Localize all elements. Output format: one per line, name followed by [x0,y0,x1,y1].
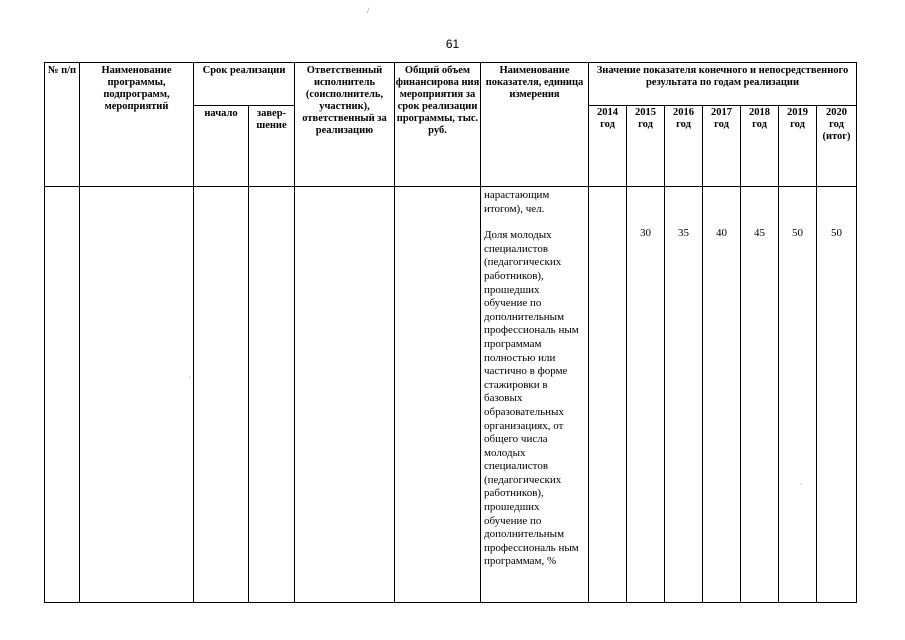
cell-value-2016: 35 [665,187,703,603]
cell-term-start [194,187,249,603]
cell-value-2019: 50 [779,187,817,603]
header-year-2016: 2016 год [665,106,703,187]
cell-value-2020: 50 [817,187,857,603]
header-year-2020: 2020 год (итог) [817,106,857,187]
header-year-2015: 2015 год [627,106,665,187]
header-term-end: завер-шение [249,106,295,187]
header-name: Наименование программы, подпрограмм, мероприятий [80,63,194,187]
header-row-1 [45,63,857,106]
cell-value-2018: 45 [741,187,779,603]
header-year-2019: 2019 год [779,106,817,187]
header-num: № п/п [45,63,80,187]
header-year-2017: 2017 год [703,106,741,187]
cell-value-2014 [589,187,627,603]
cell-value-2015: 30 [627,187,665,603]
cell-indicator [481,187,589,603]
cell-num [45,187,80,603]
header-term-start: начало [194,106,249,187]
table-row [45,187,857,603]
cell-name [80,187,194,603]
header-executor: Ответственный исполнитель (соисполнитель, участник), ответственный за реализацию [295,63,395,187]
header-financing: Общий объем финансирова ния мероприятия за срок реализации программы, тыс. руб. [395,63,481,187]
header-year-2014: 2014 год [589,106,627,187]
header-values-group: Значение показателя конечного и непосредственного результата по годам реализации [589,63,857,106]
scan-speck: · [800,480,803,489]
cell-financing [395,187,481,603]
indicator-continuation: нарастающим итогом), чел. [484,189,550,215]
cell-value-2017: 40 [703,187,741,603]
cell-term-end [249,187,295,603]
indicators-table [44,62,857,603]
indicator-text: Доля молодых специалистов (педагогических работников), прошедших обучение по дополнительным профессиональ ным программам полностью или частично в форме стажировки в базовых образовательных организациях, от общего числа молодых специалистов (педагогических работников), прошедших обучение по дополнительным профессиональ ным программам, % [484,229,579,568]
cell-executor [295,187,395,603]
scan-speck: · [188,373,191,382]
page-number: 61 [445,37,460,51]
header-year-2018: 2018 год [741,106,779,187]
header-term: Срок реализации [194,63,295,106]
header-indicator: Наименование показателя, единица измерения [481,63,589,187]
scan-speck: / [367,6,370,15]
